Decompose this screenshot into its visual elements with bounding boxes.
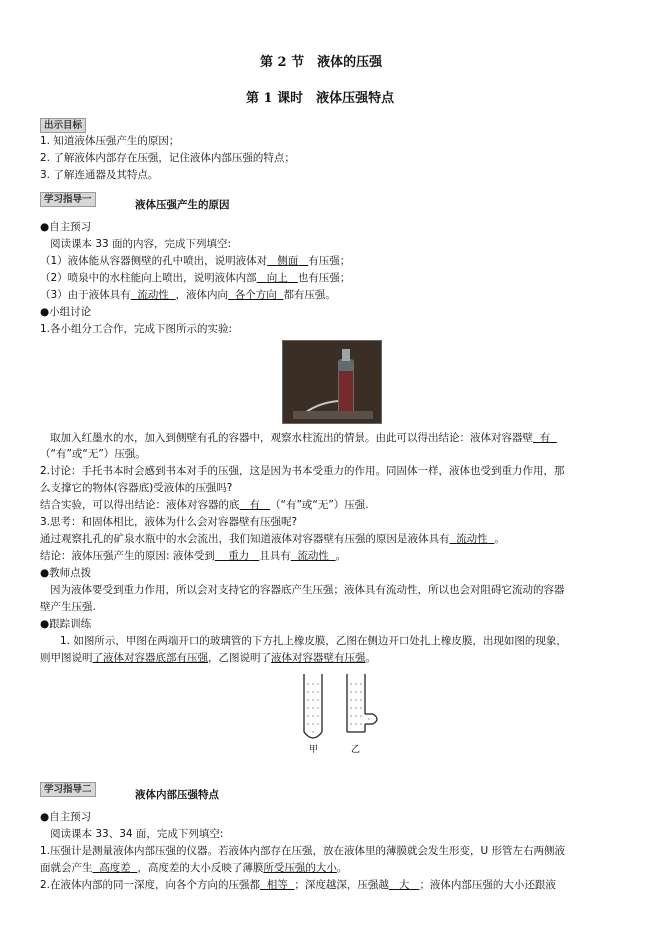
group-task-1: 1.各小组分工合作，完成下图所示的实验: bbox=[40, 323, 233, 335]
answer-fluid: 流动性 bbox=[456, 533, 488, 545]
question-1: （1）液体能从容器侧壁的孔中喷出，说明液体对 侧面 有压强； bbox=[40, 255, 351, 267]
page-subtitle: 第 1 课时 液体压强特点 bbox=[246, 91, 395, 106]
answer-larger: 大 bbox=[398, 879, 410, 891]
answer-height-diff: 高度差 bbox=[99, 862, 131, 874]
discussion-2a: 2.讨论：手托书本时会感到书本对手的压强，这是因为书本受重力的作用。同固体一样，液体也受到重力作用，那 bbox=[40, 465, 565, 477]
experiment-photo bbox=[282, 340, 382, 424]
teacher-heading: ●教师点拨 bbox=[40, 567, 92, 579]
answer-track-2: 液体对容器壁有压强 bbox=[271, 652, 366, 664]
experiment-text-2: （“有”或“无”）压强。 bbox=[40, 448, 146, 460]
answer-exp: 有 bbox=[539, 432, 551, 444]
answer-1: 侧面 bbox=[277, 255, 299, 267]
preview2-p1b: 面就会产生 高度差 ，高度差的大小反映了薄膜所受压强的大小。 bbox=[40, 862, 348, 874]
teacher-text-b: 壁产生压强. bbox=[40, 601, 96, 613]
answer-track-1: 了液体对容器底部有压强 bbox=[92, 652, 208, 664]
preview2-intro: 阅读课本 33、34 面，完成下列填空: bbox=[50, 828, 224, 840]
answer-fluidity: 流动性 bbox=[297, 550, 329, 562]
tube-yi bbox=[347, 674, 377, 732]
answer-gravity: 重力 bbox=[228, 550, 250, 562]
page-title: 第 2 节 液体的压强 bbox=[260, 55, 383, 70]
conclusion: 结论：液体压强产生的原因: 液体受到 重力 且具有 流动性 。 bbox=[40, 550, 347, 562]
teacher-text-a: 因为液体要受到重力作用，所以会对支持它的容器底产生压强；液体具有流动性，所以也会对阻碍它流动的容器 bbox=[50, 584, 565, 596]
goal-item-2: 2. 了解液体内部存在压强，记住液体内部压强的特点； bbox=[40, 152, 295, 164]
goals-tag: 出示目标 bbox=[40, 118, 86, 133]
preview2-p2: 2.在液体内部的同一深度，向各个方向的压强都 相等 ；深度越深，压强越 大 ；液体内部压强的大小还跟液 bbox=[40, 879, 556, 891]
preview2-p1a: 1.压强计是测量液体内部压强的仪器。若液体内部存在压强，放在液体里的薄膜就会发生形变，U 形管左右两侧液 bbox=[40, 845, 566, 857]
question-2: （2）喷泉中的水柱能向上喷出，说明液体内部 向上 也有压强； bbox=[40, 272, 351, 284]
guide2-heading: 液体内部压强特点 bbox=[135, 789, 219, 801]
label-yi: 乙 bbox=[351, 745, 361, 755]
goal-item-1: 1. 知道液体压强产生的原因； bbox=[40, 135, 180, 147]
answer-bottom: 有 bbox=[249, 499, 261, 511]
question-3: （3）由于液体具有 流动性 ，液体内向 各个方向 都有压强。 bbox=[40, 289, 336, 301]
discussion-3a: 3.思考：和固体相比，液体为什么会对容器壁有压强呢? bbox=[40, 516, 298, 528]
answer-3a: 流动性 bbox=[137, 289, 169, 301]
preview2-heading: ●自主预习 bbox=[40, 811, 92, 823]
preview-intro: 阅读课本 33 面的内容，完成下列填空: bbox=[50, 238, 232, 250]
bottle-image bbox=[283, 341, 381, 423]
guide2-tag: 学习指导二 bbox=[40, 782, 96, 797]
track-text-b: 则甲图说明了液体对容器底部有压强，乙图说明了液体对容器壁有压强。 bbox=[40, 652, 376, 664]
guide1-heading: 液体压强产生的原因 bbox=[135, 199, 230, 211]
label-jia: 甲 bbox=[309, 745, 319, 755]
group-heading: ●小组讨论 bbox=[40, 306, 92, 318]
track-text-a: 1. 如图所示，甲图在两端开口的玻璃管的下方扎上橡皮膜，乙图在侧边开口处扎上橡皮膜，出现如图的现象， bbox=[60, 635, 567, 647]
guide1-tag: 学习指导一 bbox=[40, 192, 96, 207]
discussion-2b: 么支撑它的物体(容器底)受液体的压强吗? bbox=[40, 482, 233, 494]
answer-equal: 相等 bbox=[266, 879, 288, 891]
discussion-3b: 通过观察扎孔的矿泉水瓶中的水会流出，我们知道液体对容器壁有压强的原因是液体具有 流动性 。 bbox=[40, 533, 505, 545]
experiment-text: 取加入红墨水的水，加入到侧壁有孔的容器中，观察水柱流出的情景。由此可以得出结论：液体对容器壁 有 bbox=[50, 432, 551, 444]
tube-figure bbox=[295, 672, 395, 758]
answer-2: 向上 bbox=[266, 272, 288, 284]
discussion-2c: 结合实验，可以得出结论：液体对容器的底 有 （“有”或“无”）压强. bbox=[40, 499, 369, 511]
preview-heading: ●自主预习 bbox=[40, 221, 92, 233]
tube-jia bbox=[304, 674, 322, 738]
goal-item-3: 3. 了解连通器及其特点。 bbox=[40, 169, 159, 181]
answer-3b: 各个方向 bbox=[234, 289, 277, 301]
track-heading: ●跟踪训练 bbox=[40, 618, 92, 630]
answer-pressure-size: 所受压强的大小 bbox=[263, 862, 337, 874]
